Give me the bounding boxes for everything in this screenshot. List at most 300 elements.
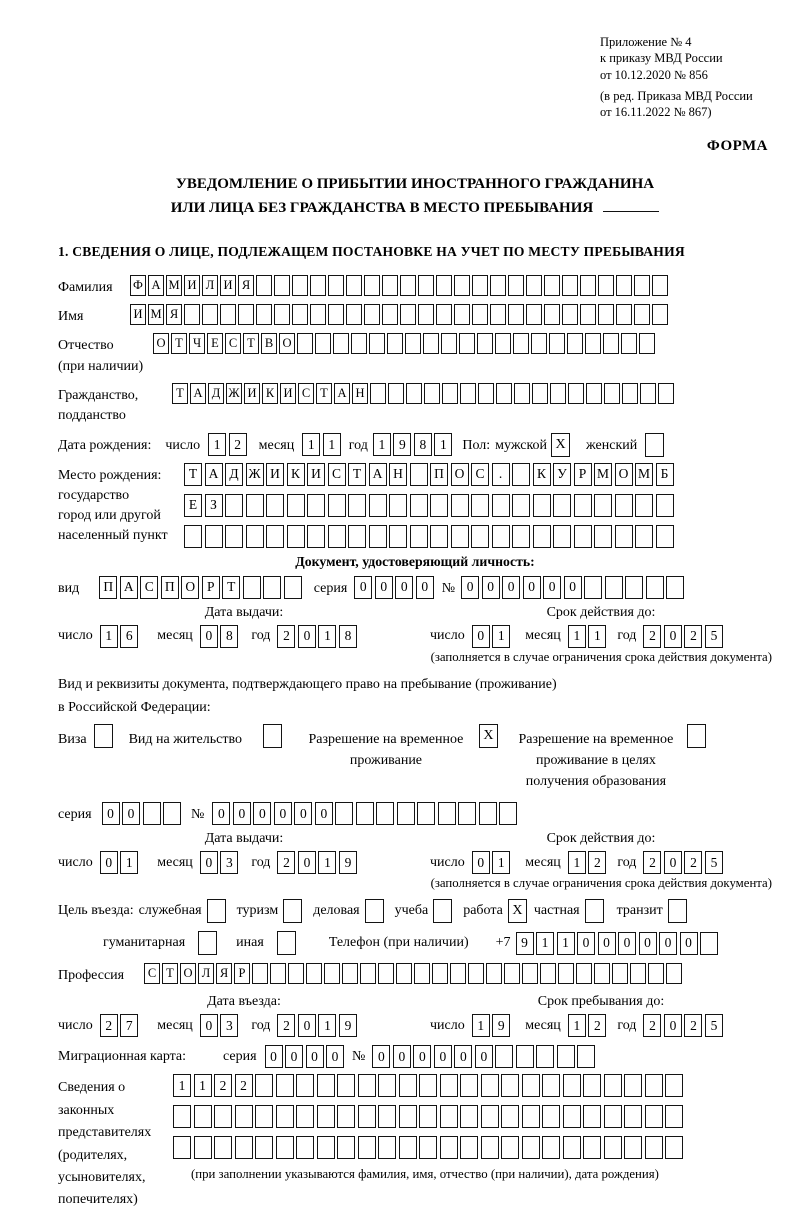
identity-doc-kind-cell[interactable]	[284, 576, 302, 599]
representative-cell[interactable]	[542, 1136, 560, 1159]
birth-place-cell[interactable]	[410, 525, 428, 548]
birth-place-cell[interactable]	[205, 525, 223, 548]
birth-place-cell[interactable]	[266, 494, 284, 517]
sex-female-checkbox[interactable]	[645, 433, 664, 457]
representative-cell[interactable]	[522, 1074, 540, 1097]
surname-cell[interactable]	[616, 275, 632, 296]
profession-cell[interactable]	[360, 963, 376, 984]
identity-doc-series-cell[interactable]: 0	[416, 576, 434, 599]
representative-cell[interactable]	[296, 1105, 314, 1128]
birth-place-cell[interactable]	[471, 525, 489, 548]
patronymic-cell[interactable]	[315, 333, 331, 354]
identity-doc-number-cell[interactable]: 0	[564, 576, 582, 599]
migration-card-number-cell[interactable]	[577, 1045, 595, 1068]
identity-doc-kind-cell[interactable]	[263, 576, 281, 599]
birth-place-cell[interactable]: А	[369, 463, 387, 486]
representative-cell[interactable]	[583, 1105, 601, 1128]
representative-cell[interactable]	[440, 1074, 458, 1097]
birth-place-cell[interactable]	[246, 494, 264, 517]
citizenship-cell[interactable]	[406, 383, 422, 404]
residence-issue-year-cell[interactable]: 9	[339, 851, 357, 874]
representative-cell[interactable]	[276, 1105, 294, 1128]
profession-cell[interactable]: Л	[198, 963, 214, 984]
citizenship-cell[interactable]: И	[244, 383, 260, 404]
migration-card-series-cell[interactable]: 0	[326, 1045, 344, 1068]
given-name-cell[interactable]	[454, 304, 470, 325]
representative-cell[interactable]	[255, 1074, 273, 1097]
residence-issue-month-cell[interactable]: 0	[200, 851, 218, 874]
surname-cell[interactable]: И	[184, 275, 200, 296]
residence-valid-year-cell[interactable]: 2	[684, 851, 702, 874]
phone-digit-cell[interactable]: 0	[680, 932, 698, 955]
birth-place-cell[interactable]	[348, 494, 366, 517]
representative-cell[interactable]	[337, 1136, 355, 1159]
representative-cell[interactable]	[419, 1136, 437, 1159]
identity-doc-number-cell[interactable]: 0	[482, 576, 500, 599]
patronymic-cell[interactable]	[387, 333, 403, 354]
birth-place-cell[interactable]: Д	[225, 463, 243, 486]
birth-place-cell[interactable]	[492, 525, 510, 548]
representative-cell[interactable]	[378, 1136, 396, 1159]
surname-cell[interactable]	[346, 275, 362, 296]
representative-cell[interactable]	[604, 1074, 622, 1097]
representative-cell[interactable]	[645, 1105, 663, 1128]
given-name-cell[interactable]	[292, 304, 308, 325]
migration-card-series-cell[interactable]: 0	[285, 1045, 303, 1068]
birth-place-cell[interactable]	[635, 494, 653, 517]
residence-doc-number-cell[interactable]	[438, 802, 456, 825]
stay-year-cell[interactable]: 2	[643, 1014, 661, 1037]
purpose-humanitarian-checkbox[interactable]	[198, 931, 217, 955]
stay-month-cell[interactable]: 1	[568, 1014, 586, 1037]
given-name-cell[interactable]	[508, 304, 524, 325]
surname-cell[interactable]	[310, 275, 326, 296]
patronymic-cell[interactable]: О	[153, 333, 169, 354]
profession-cell[interactable]: Т	[162, 963, 178, 984]
surname-cell[interactable]	[400, 275, 416, 296]
purpose-business-checkbox[interactable]	[365, 899, 384, 923]
patronymic-cell[interactable]	[495, 333, 511, 354]
surname-cell[interactable]: Л	[202, 275, 218, 296]
stay-year-cell[interactable]: 2	[684, 1014, 702, 1037]
identity-issue-month-cell[interactable]: 0	[200, 625, 218, 648]
title-blank-line[interactable]	[603, 198, 659, 212]
birth-place-cell[interactable]: К	[287, 463, 305, 486]
purpose-transit-checkbox[interactable]	[668, 899, 687, 923]
residence-issue-year-cell[interactable]: 0	[298, 851, 316, 874]
residence-valid-year-cell[interactable]: 5	[705, 851, 723, 874]
phone-digit-cell[interactable]: 0	[618, 932, 636, 955]
birth-place-cell[interactable]	[451, 525, 469, 548]
birth-place-cell[interactable]	[328, 494, 346, 517]
citizenship-cell[interactable]: Д	[208, 383, 224, 404]
given-name-cell[interactable]	[562, 304, 578, 325]
patronymic-cell[interactable]: Т	[171, 333, 187, 354]
residence-doc-number-cell[interactable]: 0	[294, 802, 312, 825]
entry-year-cell[interactable]: 0	[298, 1014, 316, 1037]
birth-place-cell[interactable]	[307, 494, 325, 517]
phone-digit-cell[interactable]: 1	[557, 932, 575, 955]
residence-valid-month-cell[interactable]: 2	[588, 851, 606, 874]
entry-month-cell[interactable]: 3	[220, 1014, 238, 1037]
citizenship-cell[interactable]	[424, 383, 440, 404]
residence-valid-day-cell[interactable]: 1	[492, 851, 510, 874]
birth-place-cell[interactable]: О	[451, 463, 469, 486]
birth-place-cell[interactable]	[430, 525, 448, 548]
given-name-cell[interactable]	[418, 304, 434, 325]
surname-cell[interactable]	[634, 275, 650, 296]
representative-cell[interactable]	[624, 1074, 642, 1097]
residence-doc-number-cell[interactable]: 0	[274, 802, 292, 825]
given-name-cell[interactable]	[310, 304, 326, 325]
purpose-private-checkbox[interactable]	[585, 899, 604, 923]
residence-valid-year-cell[interactable]: 2	[643, 851, 661, 874]
citizenship-cell[interactable]	[478, 383, 494, 404]
phone-digit-cell[interactable]	[700, 932, 718, 955]
given-name-cell[interactable]: Я	[166, 304, 182, 325]
profession-cell[interactable]	[522, 963, 538, 984]
birth-place-cell[interactable]	[512, 525, 530, 548]
representative-cell[interactable]	[337, 1105, 355, 1128]
surname-cell[interactable]	[544, 275, 560, 296]
citizenship-cell[interactable]	[388, 383, 404, 404]
profession-cell[interactable]	[396, 963, 412, 984]
birth-place-cell[interactable]	[410, 463, 428, 486]
birth-place-cell[interactable]: З	[205, 494, 223, 517]
representative-cell[interactable]	[563, 1074, 581, 1097]
citizenship-cell[interactable]: Н	[352, 383, 368, 404]
surname-cell[interactable]: Я	[238, 275, 254, 296]
surname-cell[interactable]	[364, 275, 380, 296]
residence-doc-number-cell[interactable]: 0	[212, 802, 230, 825]
residence-doc-number-cell[interactable]	[499, 802, 517, 825]
surname-cell[interactable]	[490, 275, 506, 296]
representative-cell[interactable]	[481, 1136, 499, 1159]
residence-doc-number-cell[interactable]	[356, 802, 374, 825]
birth-place-cell[interactable]	[410, 494, 428, 517]
profession-cell[interactable]: О	[180, 963, 196, 984]
birth-place-cell[interactable]	[533, 494, 551, 517]
identity-doc-kind-cell[interactable]: П	[99, 576, 117, 599]
birth-place-cell[interactable]	[287, 525, 305, 548]
birth-place-cell[interactable]	[656, 494, 674, 517]
birth-place-cell[interactable]	[287, 494, 305, 517]
citizenship-cell[interactable]	[568, 383, 584, 404]
migration-card-series-cell[interactable]: 0	[265, 1045, 283, 1068]
patronymic-cell[interactable]	[513, 333, 529, 354]
citizenship-cell[interactable]: Т	[316, 383, 332, 404]
citizenship-cell[interactable]	[460, 383, 476, 404]
representative-cell[interactable]	[604, 1136, 622, 1159]
patronymic-cell[interactable]	[297, 333, 313, 354]
profession-cell[interactable]	[486, 963, 502, 984]
purpose-official-checkbox[interactable]	[207, 899, 226, 923]
residence-valid-month-cell[interactable]: 1	[568, 851, 586, 874]
birth-place-cell[interactable]	[574, 525, 592, 548]
representative-cell[interactable]	[173, 1136, 191, 1159]
stay-day-cell[interactable]: 9	[492, 1014, 510, 1037]
patronymic-cell[interactable]	[639, 333, 655, 354]
birth-place-cell[interactable]	[574, 494, 592, 517]
surname-cell[interactable]	[472, 275, 488, 296]
birth-place-cell[interactable]: Е	[184, 494, 202, 517]
birth-place-cell[interactable]	[533, 525, 551, 548]
birth-place-cell[interactable]	[389, 525, 407, 548]
profession-cell[interactable]	[342, 963, 358, 984]
given-name-cell[interactable]: И	[130, 304, 146, 325]
representative-cell[interactable]	[501, 1105, 519, 1128]
birth-place-cell[interactable]	[225, 494, 243, 517]
residence-doc-number-cell[interactable]: 0	[315, 802, 333, 825]
residence-issue-month-cell[interactable]: 3	[220, 851, 238, 874]
identity-issue-day-cell[interactable]: 1	[100, 625, 118, 648]
patronymic-cell[interactable]	[333, 333, 349, 354]
identity-issue-year-cell[interactable]: 1	[318, 625, 336, 648]
representative-cell[interactable]: 2	[214, 1074, 232, 1097]
citizenship-cell[interactable]	[604, 383, 620, 404]
representative-cell[interactable]	[337, 1074, 355, 1097]
birth-place-cell[interactable]: У	[553, 463, 571, 486]
representative-cell[interactable]	[378, 1105, 396, 1128]
residence-doc-number-cell[interactable]	[479, 802, 497, 825]
given-name-cell[interactable]	[436, 304, 452, 325]
patronymic-cell[interactable]	[585, 333, 601, 354]
identity-doc-series-cell[interactable]: 0	[375, 576, 393, 599]
surname-cell[interactable]	[526, 275, 542, 296]
migration-card-number-cell[interactable]: 0	[413, 1045, 431, 1068]
representative-cell[interactable]	[665, 1105, 683, 1128]
birth-place-cell[interactable]: Р	[574, 463, 592, 486]
entry-day-cell[interactable]: 7	[120, 1014, 138, 1037]
birth-place-cell[interactable]	[184, 525, 202, 548]
representative-cell[interactable]	[563, 1136, 581, 1159]
birth-place-cell[interactable]: Н	[389, 463, 407, 486]
birth-place-cell[interactable]: Б	[656, 463, 674, 486]
citizenship-cell[interactable]	[514, 383, 530, 404]
birth-place-cell[interactable]	[553, 525, 571, 548]
surname-cell[interactable]	[580, 275, 596, 296]
profession-cell[interactable]	[630, 963, 646, 984]
purpose-study-checkbox[interactable]	[433, 899, 452, 923]
birth-place-cell[interactable]	[430, 494, 448, 517]
birth-place-cell[interactable]: П	[430, 463, 448, 486]
patronymic-cell[interactable]	[477, 333, 493, 354]
representative-cell[interactable]	[542, 1105, 560, 1128]
citizenship-cell[interactable]	[640, 383, 656, 404]
birth-place-cell[interactable]: К	[533, 463, 551, 486]
citizenship-cell[interactable]	[370, 383, 386, 404]
birth-year-cell[interactable]: 1	[434, 433, 452, 456]
birth-place-cell[interactable]	[553, 494, 571, 517]
representative-cell[interactable]	[296, 1074, 314, 1097]
birth-place-cell[interactable]	[369, 525, 387, 548]
migration-card-number-cell[interactable]	[495, 1045, 513, 1068]
purpose-work-checkbox[interactable]: X	[508, 899, 527, 923]
citizenship-cell[interactable]	[496, 383, 512, 404]
surname-cell[interactable]: А	[148, 275, 164, 296]
representative-cell[interactable]	[624, 1105, 642, 1128]
residence-valid-year-cell[interactable]: 0	[664, 851, 682, 874]
representative-cell[interactable]	[296, 1136, 314, 1159]
representative-cell[interactable]	[214, 1136, 232, 1159]
migration-card-number-cell[interactable]: 0	[393, 1045, 411, 1068]
patronymic-cell[interactable]: О	[279, 333, 295, 354]
identity-valid-day-cell[interactable]: 1	[492, 625, 510, 648]
surname-cell[interactable]: Ф	[130, 275, 146, 296]
representative-cell[interactable]	[522, 1105, 540, 1128]
surname-cell[interactable]	[562, 275, 578, 296]
representative-cell[interactable]	[460, 1136, 478, 1159]
identity-doc-number-cell[interactable]	[605, 576, 623, 599]
sex-male-checkbox[interactable]: X	[551, 433, 570, 457]
surname-cell[interactable]	[418, 275, 434, 296]
patronymic-cell[interactable]	[603, 333, 619, 354]
migration-card-number-cell[interactable]	[516, 1045, 534, 1068]
patronymic-cell[interactable]: Ч	[189, 333, 205, 354]
representative-cell[interactable]	[460, 1074, 478, 1097]
identity-issue-year-cell[interactable]: 8	[339, 625, 357, 648]
residence-issue-year-cell[interactable]: 1	[318, 851, 336, 874]
birth-year-cell[interactable]: 1	[373, 433, 391, 456]
birth-place-cell[interactable]	[307, 525, 325, 548]
surname-cell[interactable]: И	[220, 275, 236, 296]
residence-doc-number-cell[interactable]	[376, 802, 394, 825]
citizenship-cell[interactable]	[658, 383, 674, 404]
representative-cell[interactable]	[583, 1074, 601, 1097]
entry-year-cell[interactable]: 2	[277, 1014, 295, 1037]
birth-place-cell[interactable]	[328, 525, 346, 548]
representative-cell[interactable]	[440, 1105, 458, 1128]
representative-cell[interactable]	[194, 1105, 212, 1128]
birth-place-cell[interactable]: Т	[348, 463, 366, 486]
birth-place-cell[interactable]	[266, 525, 284, 548]
given-name-cell[interactable]	[256, 304, 272, 325]
identity-doc-number-cell[interactable]: 0	[523, 576, 541, 599]
representative-cell[interactable]: 1	[194, 1074, 212, 1097]
profession-cell[interactable]: С	[144, 963, 160, 984]
residence-doc-series-cell[interactable]	[143, 802, 161, 825]
residence-doc-number-cell[interactable]: 0	[253, 802, 271, 825]
stay-day-cell[interactable]: 1	[472, 1014, 490, 1037]
profession-cell[interactable]	[540, 963, 556, 984]
identity-valid-month-cell[interactable]: 1	[568, 625, 586, 648]
birth-place-cell[interactable]: И	[307, 463, 325, 486]
given-name-cell[interactable]	[544, 304, 560, 325]
representative-cell[interactable]	[358, 1136, 376, 1159]
representative-cell[interactable]	[501, 1074, 519, 1097]
profession-cell[interactable]	[252, 963, 268, 984]
given-name-cell[interactable]	[382, 304, 398, 325]
identity-doc-number-cell[interactable]: 0	[502, 576, 520, 599]
representative-cell[interactable]	[665, 1074, 683, 1097]
representative-cell[interactable]	[214, 1105, 232, 1128]
representative-cell[interactable]	[501, 1136, 519, 1159]
surname-cell[interactable]	[454, 275, 470, 296]
representative-cell[interactable]	[317, 1074, 335, 1097]
patronymic-cell[interactable]: Е	[207, 333, 223, 354]
patronymic-cell[interactable]	[441, 333, 457, 354]
given-name-cell[interactable]	[526, 304, 542, 325]
phone-digit-cell[interactable]: 9	[516, 932, 534, 955]
identity-doc-kind-cell[interactable]: Р	[202, 576, 220, 599]
profession-cell[interactable]: Я	[216, 963, 232, 984]
given-name-cell[interactable]: М	[148, 304, 164, 325]
migration-card-number-cell[interactable]: 0	[454, 1045, 472, 1068]
surname-cell[interactable]	[652, 275, 668, 296]
stay-year-cell[interactable]: 0	[664, 1014, 682, 1037]
representative-cell[interactable]	[378, 1074, 396, 1097]
surname-cell[interactable]	[256, 275, 272, 296]
birth-place-cell[interactable]	[492, 494, 510, 517]
residence-doc-series-cell[interactable]: 0	[122, 802, 140, 825]
given-name-cell[interactable]	[220, 304, 236, 325]
identity-doc-number-cell[interactable]: 0	[461, 576, 479, 599]
birth-place-cell[interactable]	[615, 525, 633, 548]
residence-doc-number-cell[interactable]	[458, 802, 476, 825]
representative-cell[interactable]	[481, 1105, 499, 1128]
identity-doc-number-cell[interactable]	[625, 576, 643, 599]
patronymic-cell[interactable]	[405, 333, 421, 354]
identity-valid-month-cell[interactable]: 1	[588, 625, 606, 648]
residence-doc-number-cell[interactable]	[335, 802, 353, 825]
patronymic-cell[interactable]	[621, 333, 637, 354]
identity-valid-year-cell[interactable]: 5	[705, 625, 723, 648]
birth-place-cell[interactable]	[594, 494, 612, 517]
citizenship-cell[interactable]	[532, 383, 548, 404]
birth-place-cell[interactable]: С	[328, 463, 346, 486]
patronymic-cell[interactable]	[423, 333, 439, 354]
identity-doc-kind-cell[interactable]	[243, 576, 261, 599]
representative-cell[interactable]	[583, 1136, 601, 1159]
given-name-cell[interactable]	[616, 304, 632, 325]
profession-cell[interactable]	[288, 963, 304, 984]
citizenship-cell[interactable]: С	[298, 383, 314, 404]
citizenship-cell[interactable]: Т	[172, 383, 188, 404]
profession-cell[interactable]	[594, 963, 610, 984]
visa-checkbox[interactable]	[94, 724, 113, 748]
identity-doc-series-cell[interactable]: 0	[354, 576, 372, 599]
birth-place-cell[interactable]	[512, 463, 530, 486]
surname-cell[interactable]	[508, 275, 524, 296]
identity-doc-series-cell[interactable]: 0	[395, 576, 413, 599]
given-name-cell[interactable]	[634, 304, 650, 325]
identity-doc-number-cell[interactable]	[666, 576, 684, 599]
identity-valid-year-cell[interactable]: 2	[684, 625, 702, 648]
migration-card-number-cell[interactable]: 0	[372, 1045, 390, 1068]
entry-day-cell[interactable]: 2	[100, 1014, 118, 1037]
phone-digit-cell[interactable]: 0	[577, 932, 595, 955]
representative-cell[interactable]	[358, 1105, 376, 1128]
representative-cell[interactable]	[419, 1074, 437, 1097]
representative-cell[interactable]	[317, 1105, 335, 1128]
citizenship-cell[interactable]	[442, 383, 458, 404]
birth-place-cell[interactable]: И	[266, 463, 284, 486]
migration-card-number-cell[interactable]	[536, 1045, 554, 1068]
representative-cell[interactable]	[399, 1074, 417, 1097]
patronymic-cell[interactable]: В	[261, 333, 277, 354]
profession-cell[interactable]: Р	[234, 963, 250, 984]
residence-doc-series-cell[interactable]: 0	[102, 802, 120, 825]
migration-card-series-cell[interactable]: 0	[306, 1045, 324, 1068]
patronymic-cell[interactable]	[549, 333, 565, 354]
residence-valid-day-cell[interactable]: 0	[472, 851, 490, 874]
profession-cell[interactable]	[414, 963, 430, 984]
surname-cell[interactable]	[328, 275, 344, 296]
residence-doc-number-cell[interactable]	[417, 802, 435, 825]
given-name-cell[interactable]	[274, 304, 290, 325]
patronymic-cell[interactable]	[369, 333, 385, 354]
profession-cell[interactable]	[432, 963, 448, 984]
